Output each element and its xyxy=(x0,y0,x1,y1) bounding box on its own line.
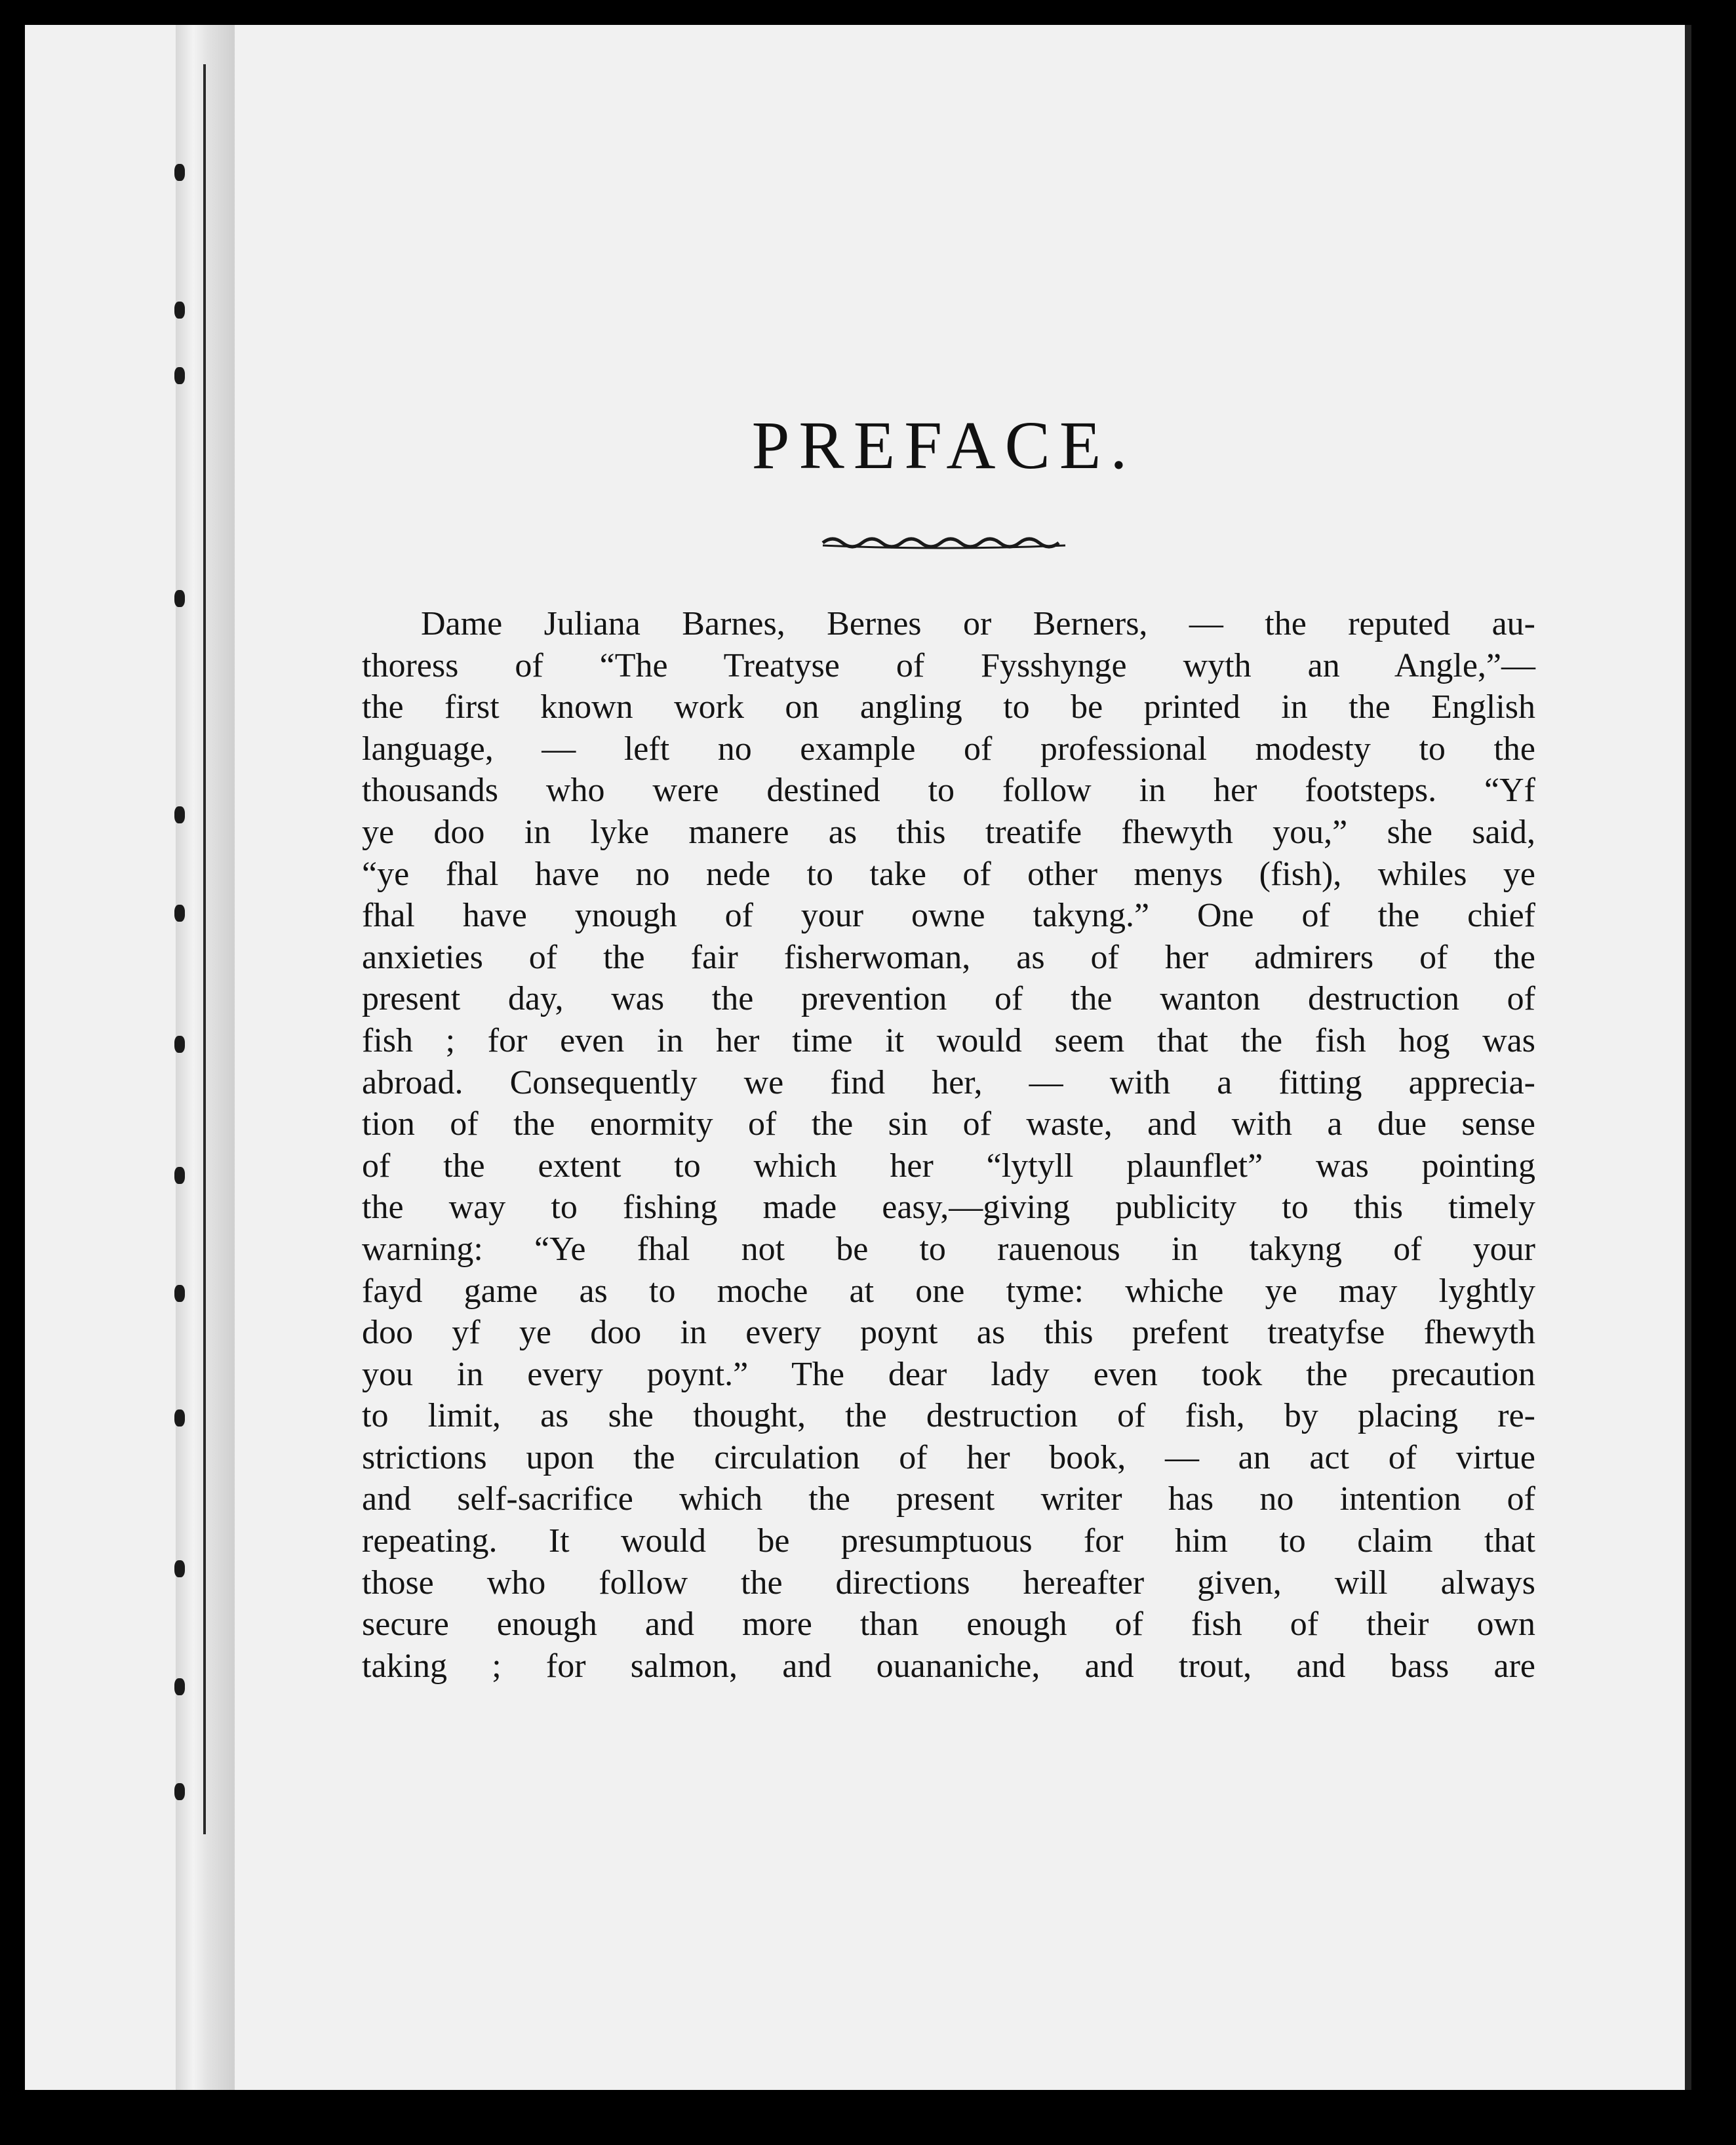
binding-stitch xyxy=(174,1783,185,1800)
text-line: fish ; for even in her time it would seem that the fish hog was xyxy=(362,1021,1535,1059)
binding-stitch xyxy=(174,302,185,319)
text-line: strictions upon the circulation of her book, — an act of virtue xyxy=(362,1438,1535,1476)
text-line: tion of the enormity of the sin of waste, and with a due sense xyxy=(362,1105,1535,1143)
text-line: fhal have ynough of your owne takyng.” One of the chief xyxy=(362,897,1535,935)
text-line: those who follow the directions hereafter given, will always xyxy=(362,1564,1535,1602)
text-line: thousands who were destined to follow in her footsteps. “Yf xyxy=(362,772,1535,810)
binding-stitch xyxy=(174,1167,185,1184)
text-line: taking ; for salmon, and ouananiche, and trout, and bass are xyxy=(362,1647,1535,1685)
wavy-rule-ornament-icon xyxy=(819,531,1069,551)
text-line: Dame Juliana Barnes, Bernes or Berners, — the reputed au- xyxy=(421,605,1535,642)
binding-stitch xyxy=(174,1409,185,1427)
page-title: PREFACE. xyxy=(751,408,1137,483)
text-line: of the extent to which her “lytyll plaunflet” was pointing xyxy=(362,1147,1535,1185)
binding-stitch xyxy=(174,367,185,384)
binding-stitch xyxy=(174,1560,185,1577)
binding-stitch xyxy=(174,1285,185,1302)
text-line: secure enough and more than enough of fish of their own xyxy=(362,1605,1535,1643)
preface-paragraph xyxy=(362,603,1535,1687)
text-line: the way to fishing made easy,—giving publicity to this timely xyxy=(362,1189,1535,1227)
binding-edge-line xyxy=(203,64,206,1834)
text-line: repeating. It would be presumptuous for him to claim that xyxy=(362,1522,1535,1560)
text-line: anxieties of the fair fisherwoman, as of her admirers of the xyxy=(362,938,1535,976)
text-line: ye doo in lyke manere as this treatife fhewyth you,” she said, xyxy=(362,813,1535,851)
text-line: the first known work on angling to be printed in the English xyxy=(362,688,1535,726)
binding-stitch xyxy=(174,590,185,607)
text-line: thoress of “The Treatyse of Fysshynge wyth an Angle,”— xyxy=(362,646,1535,684)
text-line: doo yf ye doo in every poynt as this prefent treatyfse fhewyth xyxy=(362,1314,1535,1352)
binding-stitch xyxy=(174,1036,185,1053)
text-line: fayd game as to moche at one tyme: whiche ye may lyghtly xyxy=(362,1272,1535,1310)
text-line: abroad. Consequently we find her, — with a fitting apprecia- xyxy=(362,1063,1535,1101)
text-line: language, — left no example of professional modesty to the xyxy=(362,730,1535,768)
text-line: and self-sacrifice which the present writer has no intention of xyxy=(362,1480,1535,1518)
page-right-edge xyxy=(1685,25,1691,2090)
binding-stitch xyxy=(174,1678,185,1695)
binding-stitch xyxy=(174,806,185,823)
text-line: “ye fhal have no nede to take of other menys (fish), whiles ye xyxy=(362,855,1535,893)
text-line: to limit, as she thought, the destruction of fish, by placing re- xyxy=(362,1397,1535,1435)
text-line: you in every poynt.” The dear lady even took the precaution xyxy=(362,1355,1535,1393)
binding-stitch xyxy=(174,905,185,922)
text-line: warning: “Ye fhal not be to rauenous in takyng of your xyxy=(362,1230,1535,1268)
binding-stitch xyxy=(174,164,185,181)
text-line: present day, was the prevention of the wanton destruction of xyxy=(362,980,1535,1018)
